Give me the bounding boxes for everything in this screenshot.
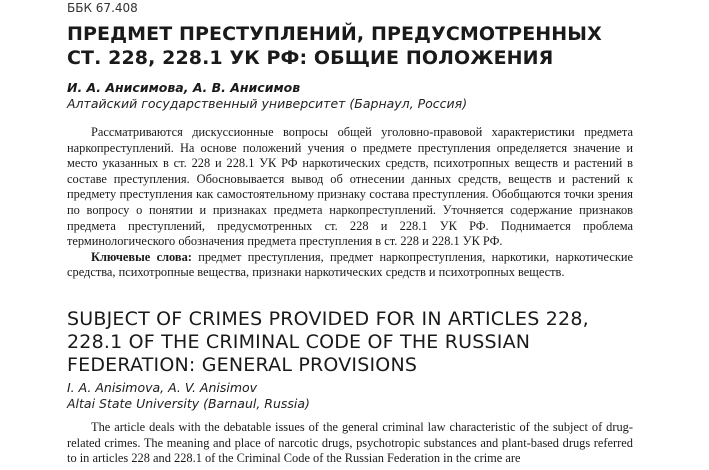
abstract-en-text: The article deals with the debatable issues of the general criminal law characteristic of the subject of drug-related crimes. The meaning and place of narcotic drugs, psychotropic substances and plant-based drugs referred to in articles 228 and 228.1 of the Criminal Code of the Russian Federation in the crime are [67, 420, 633, 466]
affiliation-en: Altai State University (Barnaul, Russia) [67, 396, 310, 411]
udk-code: ББК 67.408 [67, 1, 138, 15]
authors-ru: И. А. Анисимова, А. В. Анисимов [67, 80, 301, 95]
authors-en: I. A. Anisimova, A. V. Anisimov [67, 380, 258, 395]
keywords-text-ru: предмет преступления, предмет наркопреступления, наркотики, наркотические средства, психотропные вещества, признаки наркотических средств и психотропных веществ. [67, 249, 633, 280]
abstract-ru-text: Рассматриваются дискуссионные вопросы общей уголовно-правовой характеристики предмета наркопреступлений. На основе положений учения о предмете преступления определяется значение и место указанных в ст. 228 и 228.1 УК РФ наркотических средств, психотропных веществ и растений в составе преступления. Обосновывается вывод об отнесении данных средств, веществ и растений к предмету преступления как самостоятельному признаку состава преступления. Обобщаются точки зрения по вопросу о понятии и признаках предмета наркопреступлений. Уточняется содержание признаков предмета преступлений, предусмотренных ст. 228 и 228.1 УК РФ. Поднимается проблема терминологического обозначения предмета преступления в ст. 228 и 228.1 УК РФ. [67, 125, 633, 249]
keywords-ru [67, 250, 633, 281]
article-title-ru: ПРЕДМЕТ ПРЕСТУПЛЕНИЙ, ПРЕДУСМОТРЕННЫХ СТ. 228, 228.1 УК РФ: ОБЩИЕ ПОЛОЖЕНИЯ [67, 23, 602, 69]
abstract-en [67, 420, 633, 467]
article-title-en: SUBJECT OF CRIMES PROVIDED FOR IN ARTICLES 228, 228.1 OF THE CRIMINAL CODE OF THE RUSSIAN FEDERATION: GENERAL PROVISIONS [67, 308, 589, 376]
affiliation-ru: Алтайский государственный университет (Барнаул, Россия) [67, 96, 468, 111]
abstract-ru [67, 125, 633, 281]
keywords-label-ru: Ключевые слова: [91, 249, 192, 264]
